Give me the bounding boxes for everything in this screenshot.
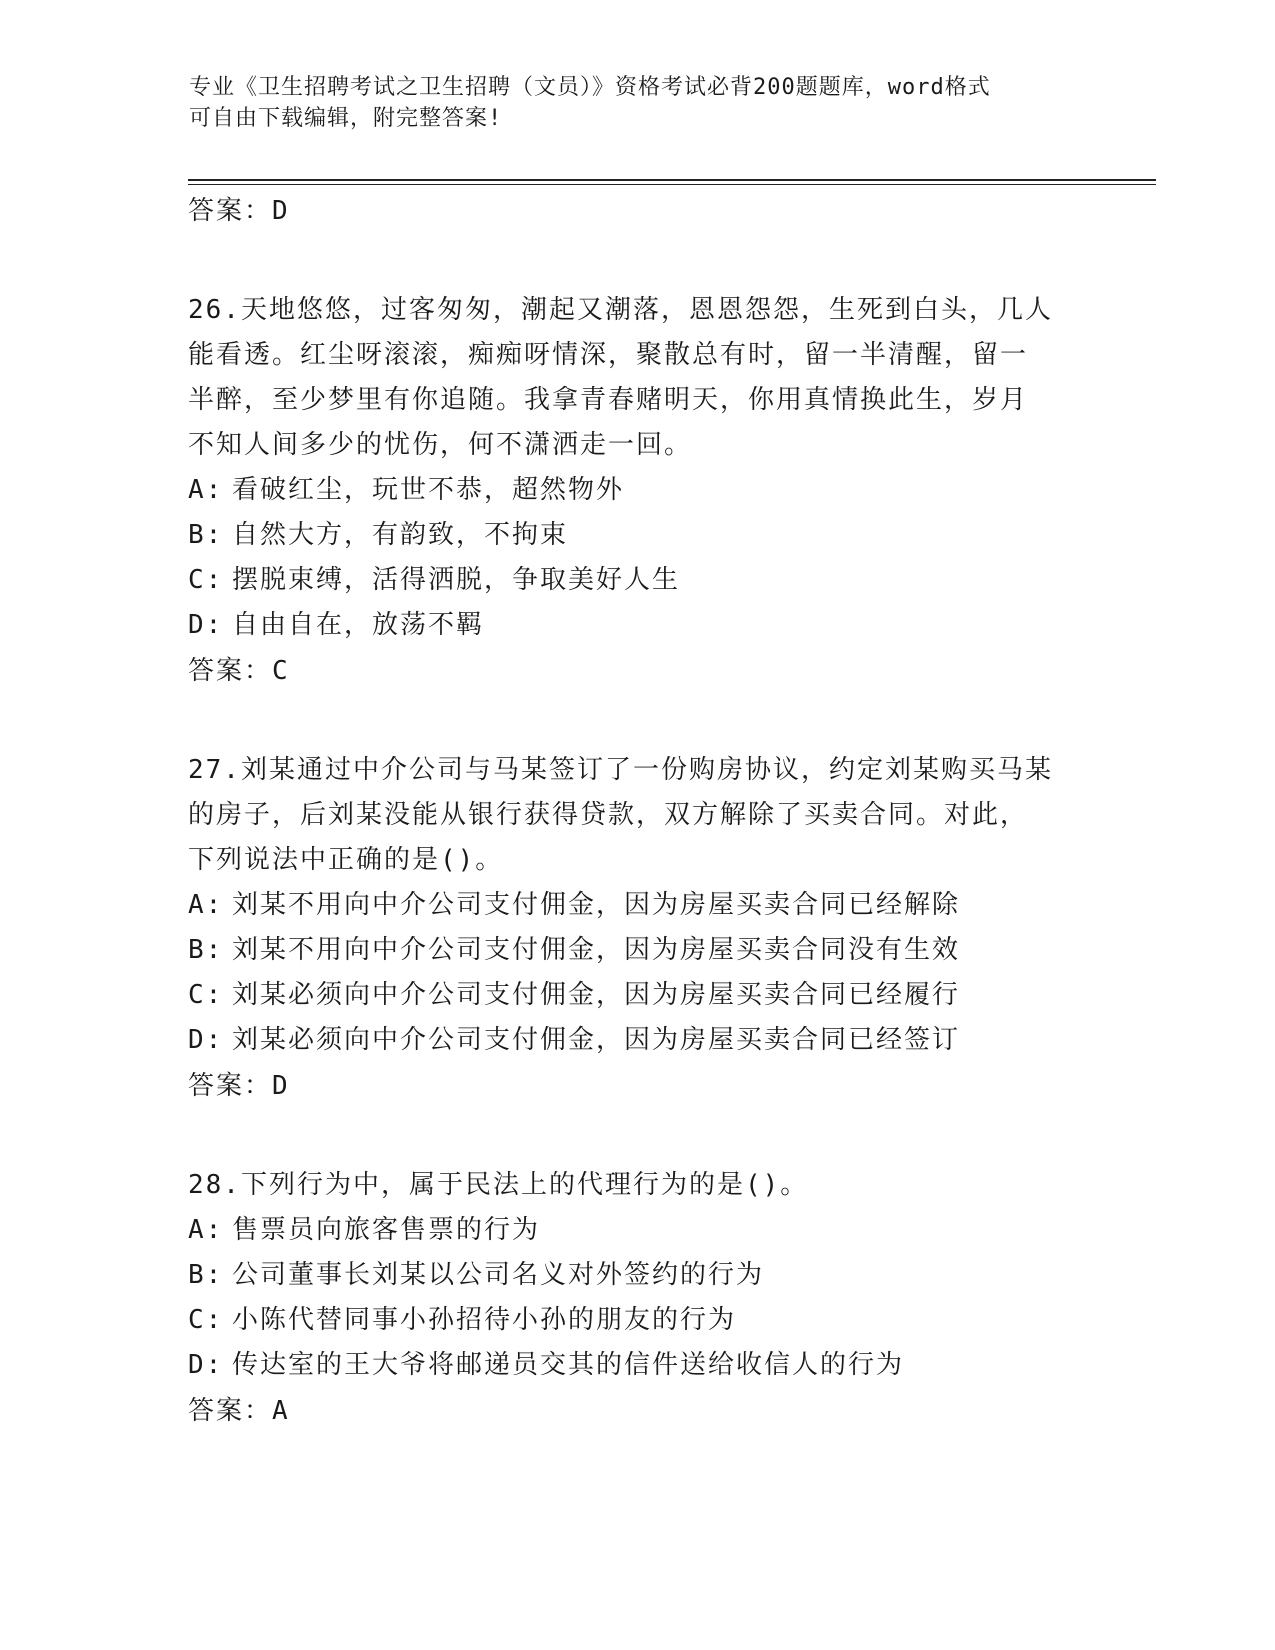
stem-line: 下列说法中正确的是()。 [188, 845, 504, 875]
option-a [188, 883, 1088, 928]
option-key: C: [188, 1305, 224, 1335]
option-text: 自然大方，有韵致，不拘束 [232, 520, 569, 550]
question-stem [188, 748, 1088, 883]
option-b [188, 513, 1088, 558]
answer-q25: 答案：D [188, 196, 290, 226]
option-c [188, 973, 1088, 1018]
spacer [188, 1109, 1088, 1163]
stem-line: 28.下列行为中，属于民法上的代理行为的是()。 [188, 1170, 809, 1200]
question-28 [188, 1163, 1088, 1434]
option-key: B: [188, 935, 224, 965]
header-rule-thick [188, 179, 1156, 181]
option-text: 公司董事长刘某以公司名义对外签约的行为 [232, 1260, 765, 1290]
option-key: C: [188, 565, 224, 595]
header-title-line-2: 可自由下载编辑，附完整答案! [189, 106, 503, 131]
option-b [188, 928, 1088, 973]
option-a [188, 1208, 1088, 1253]
option-a [188, 468, 1088, 513]
option-key: B: [188, 520, 224, 550]
option-b [188, 1253, 1088, 1298]
option-key: A: [188, 475, 224, 505]
option-text: 摆脱束缚，活得洒脱，争取美好人生 [232, 565, 681, 595]
option-key: A: [188, 890, 224, 920]
option-text: 小陈代替同事小孙招待小孙的朋友的行为 [232, 1305, 737, 1335]
question-stem [188, 288, 1088, 468]
option-d [188, 1343, 1088, 1388]
option-key: B: [188, 1260, 224, 1290]
option-text: 看破红尘，玩世不恭，超然物外 [232, 475, 625, 505]
option-text: 刘某必须向中介公司支付佣金，因为房屋买卖合同已经签订 [232, 1025, 961, 1055]
stem-line: 半醉，至少梦里有你追随。我拿青春赌明天，你用真情换此生，岁月 [188, 385, 1029, 415]
answer-q27: 答案：D [188, 1071, 290, 1101]
option-key: D: [188, 1350, 224, 1380]
option-c [188, 558, 1088, 603]
header-title-line-1: 专业《卫生招聘考试之卫生招聘（文员）》资格考试必背200题题库，word格式 [189, 75, 991, 100]
stem-line: 27.刘某通过中介公司与马某签订了一份购房协议，约定刘某购买马某 [188, 755, 1053, 785]
option-c [188, 1298, 1088, 1343]
option-text: 传达室的王大爷将邮递员交其的信件送给收信人的行为 [232, 1350, 905, 1380]
question-27 [188, 748, 1088, 1109]
option-key: D: [188, 1025, 224, 1055]
option-key: C: [188, 980, 224, 1010]
spacer [188, 694, 1088, 748]
question-stem [188, 1163, 1088, 1208]
option-text: 刘某必须向中介公司支付佣金，因为房屋买卖合同已经履行 [232, 980, 961, 1010]
option-key: A: [188, 1215, 224, 1245]
stem-line: 26.天地悠悠，过客匆匆，潮起又潮落，恩恩怨怨，生死到白头，几人 [188, 295, 1053, 325]
spacer [188, 234, 1088, 288]
question-26 [188, 288, 1088, 694]
question-list [188, 188, 1088, 1434]
stem-line: 的房子，后刘某没能从银行获得贷款，双方解除了买卖合同。对此， [188, 800, 1029, 830]
header-rule-thin [188, 184, 1156, 185]
option-text: 刘某不用向中介公司支付佣金，因为房屋买卖合同没有生效 [232, 935, 961, 965]
answer-q28: 答案：A [188, 1396, 290, 1426]
option-text: 自由自在，放荡不羁 [232, 610, 485, 640]
option-d [188, 1018, 1088, 1063]
document-header [189, 72, 1069, 134]
option-key: D: [188, 610, 224, 640]
option-text: 刘某不用向中介公司支付佣金，因为房屋买卖合同已经解除 [232, 890, 961, 920]
option-d [188, 603, 1088, 648]
answer-q26: 答案：C [188, 656, 290, 686]
stem-line: 不知人间多少的忧伤，何不潇洒走一回。 [188, 430, 693, 460]
option-text: 售票员向旅客售票的行为 [232, 1215, 541, 1245]
stem-line: 能看透。红尘呀滚滚，痴痴呀情深，聚散总有时，留一半清醒，留一 [188, 340, 1029, 370]
